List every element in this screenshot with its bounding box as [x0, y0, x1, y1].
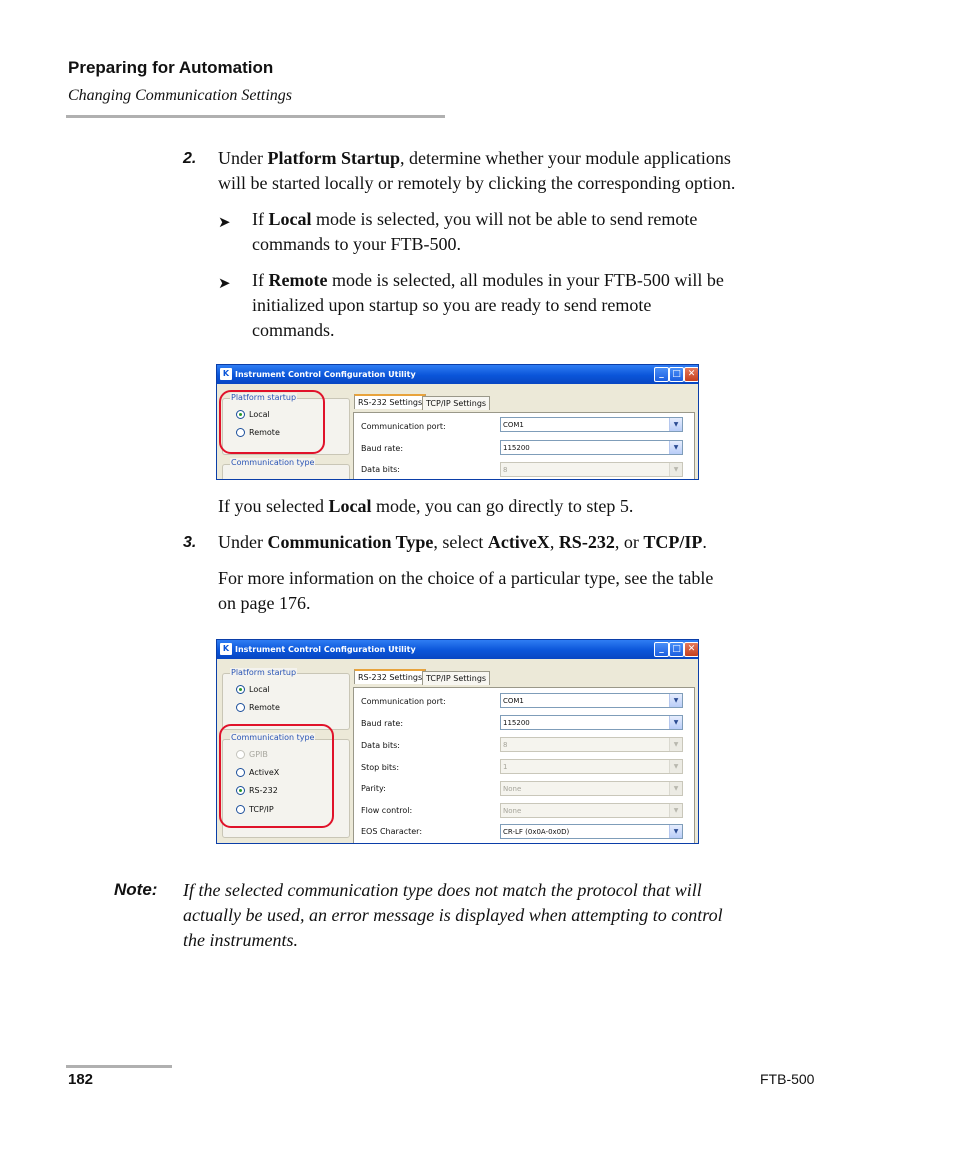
dialog-title: Instrument Control Configuration Utility [235, 645, 416, 654]
dialog-titlebar [217, 640, 698, 659]
maximize-icon[interactable]: □ [669, 367, 684, 382]
stop-bits-label: Stop bits: [361, 763, 400, 772]
stop-bits-select[interactable]: 1 ▼ [500, 759, 683, 774]
chevron-down-icon: ▼ [669, 716, 682, 729]
tab-tcpip-settings[interactable]: TCP/IP Settings [422, 396, 490, 410]
note-label: Note: [114, 880, 158, 899]
dialog-title: Instrument Control Configuration Utility [235, 370, 416, 379]
radio-selected-icon [236, 685, 245, 694]
baud-rate-select[interactable]: 115200 ▼ [500, 715, 683, 730]
chevron-down-icon: ▼ [669, 441, 682, 454]
rs232-radio[interactable]: RS-232 [236, 786, 278, 795]
running-header-title: Preparing for Automation [68, 58, 274, 77]
step-2-number: 2. [183, 150, 197, 167]
platform-startup-group [222, 673, 350, 730]
tab-rs232-settings[interactable]: RS-232 Settings [354, 394, 426, 409]
communication-port-select[interactable]: COM1 ▼ [500, 693, 683, 708]
highlight-communication-type [219, 724, 334, 828]
product-name: FTB-500 [760, 1071, 815, 1087]
note-text: If the selected communication type does not match the protocol that will actually be used, an error message is displayed when attempting to control the instruments. [183, 880, 723, 950]
app-logo-icon: K [220, 643, 232, 655]
step-2-text: Under Platform Startup, determine whether your module applications will be started locally or remotely by clicking the corresponding option. [218, 148, 736, 193]
tab-tcpip-settings[interactable]: TCP/IP Settings [422, 671, 490, 685]
bullet-arrow-icon: ➤ [218, 215, 231, 231]
eos-character-label: EOS Character: [361, 827, 423, 836]
data-bits-label: Data bits: [361, 741, 400, 750]
data-bits-select[interactable]: 8 ▼ [500, 462, 683, 477]
baud-rate-label: Baud rate: [361, 719, 404, 728]
tcpip-radio[interactable]: TCP/IP [236, 805, 274, 814]
gpib-radio[interactable]: GPIB [236, 750, 268, 759]
flow-control-label: Flow control: [361, 806, 413, 815]
close-icon[interactable]: ✕ [684, 642, 699, 657]
baud-rate-select[interactable]: 115200 ▼ [500, 440, 683, 455]
step-3-text: Under Communication Type, select ActiveX, RS-232, or TCP/IP. [218, 532, 707, 552]
chevron-down-icon: ▼ [669, 418, 682, 431]
bullet-remote: If Remote mode is selected, all modules in your FTB-500 will be initialized upon startup so you are ready to send remote commands. [252, 270, 724, 340]
footer-rule [66, 1065, 172, 1068]
chevron-down-icon: ▼ [669, 804, 682, 817]
maximize-icon[interactable]: □ [669, 642, 684, 657]
skip-to-step-5-text: If you selected Local mode, you can go directly to step 5. [218, 496, 634, 516]
step-3-more-info: For more information on the choice of a particular type, see the table on page 176. [218, 568, 714, 613]
app-logo-icon: K [220, 368, 232, 380]
remote-radio[interactable]: Remote [236, 703, 280, 712]
local-radio[interactable]: Local [236, 685, 270, 694]
communication-type-label: Communication type [231, 733, 315, 742]
baud-rate-label: Baud rate: [361, 444, 404, 453]
communication-port-select[interactable]: COM1 ▼ [500, 417, 683, 432]
platform-startup-label: Platform startup [231, 393, 297, 402]
remote-radio[interactable]: Remote [236, 428, 280, 437]
minimize-icon[interactable]: _ [654, 642, 669, 657]
step-3-number: 3. [183, 534, 197, 551]
communication-port-label: Communication port: [361, 422, 446, 431]
dialog-titlebar [217, 365, 698, 384]
platform-startup-label: Platform startup [231, 668, 297, 677]
minimize-icon[interactable]: _ [654, 367, 669, 382]
parity-select[interactable]: None ▼ [500, 781, 683, 796]
chevron-down-icon: ▼ [669, 782, 682, 795]
page-number: 182 [68, 1071, 94, 1088]
highlight-platform-startup [219, 390, 325, 454]
chevron-down-icon: ▼ [669, 760, 682, 773]
communication-port-label: Communication port: [361, 697, 446, 706]
close-icon[interactable]: ✕ [684, 367, 699, 382]
chevron-down-icon: ▼ [669, 694, 682, 707]
tab-rs232-settings[interactable]: RS-232 Settings [354, 669, 426, 684]
eos-character-select[interactable]: CR-LF (0x0A-0x0D) ▼ [500, 824, 683, 839]
communication-type-label: Communication type [231, 458, 315, 467]
bullet-local: If Local mode is selected, you will not be able to send remote commands to your FTB-500. [252, 209, 698, 254]
chevron-down-icon: ▼ [669, 825, 682, 838]
chevron-down-icon: ▼ [669, 463, 682, 476]
chevron-down-icon: ▼ [669, 738, 682, 751]
local-radio[interactable]: Local [236, 410, 270, 419]
header-rule [66, 115, 445, 118]
data-bits-label: Data bits: [361, 465, 400, 474]
bullet-arrow-icon: ➤ [218, 276, 231, 292]
radio-icon [236, 703, 245, 712]
flow-control-select[interactable]: None ▼ [500, 803, 683, 818]
parity-label: Parity: [361, 784, 386, 793]
activex-radio[interactable]: ActiveX [236, 768, 279, 777]
data-bits-select[interactable]: 8 ▼ [500, 737, 683, 752]
running-header-subtitle: Changing Communication Settings [68, 87, 292, 104]
